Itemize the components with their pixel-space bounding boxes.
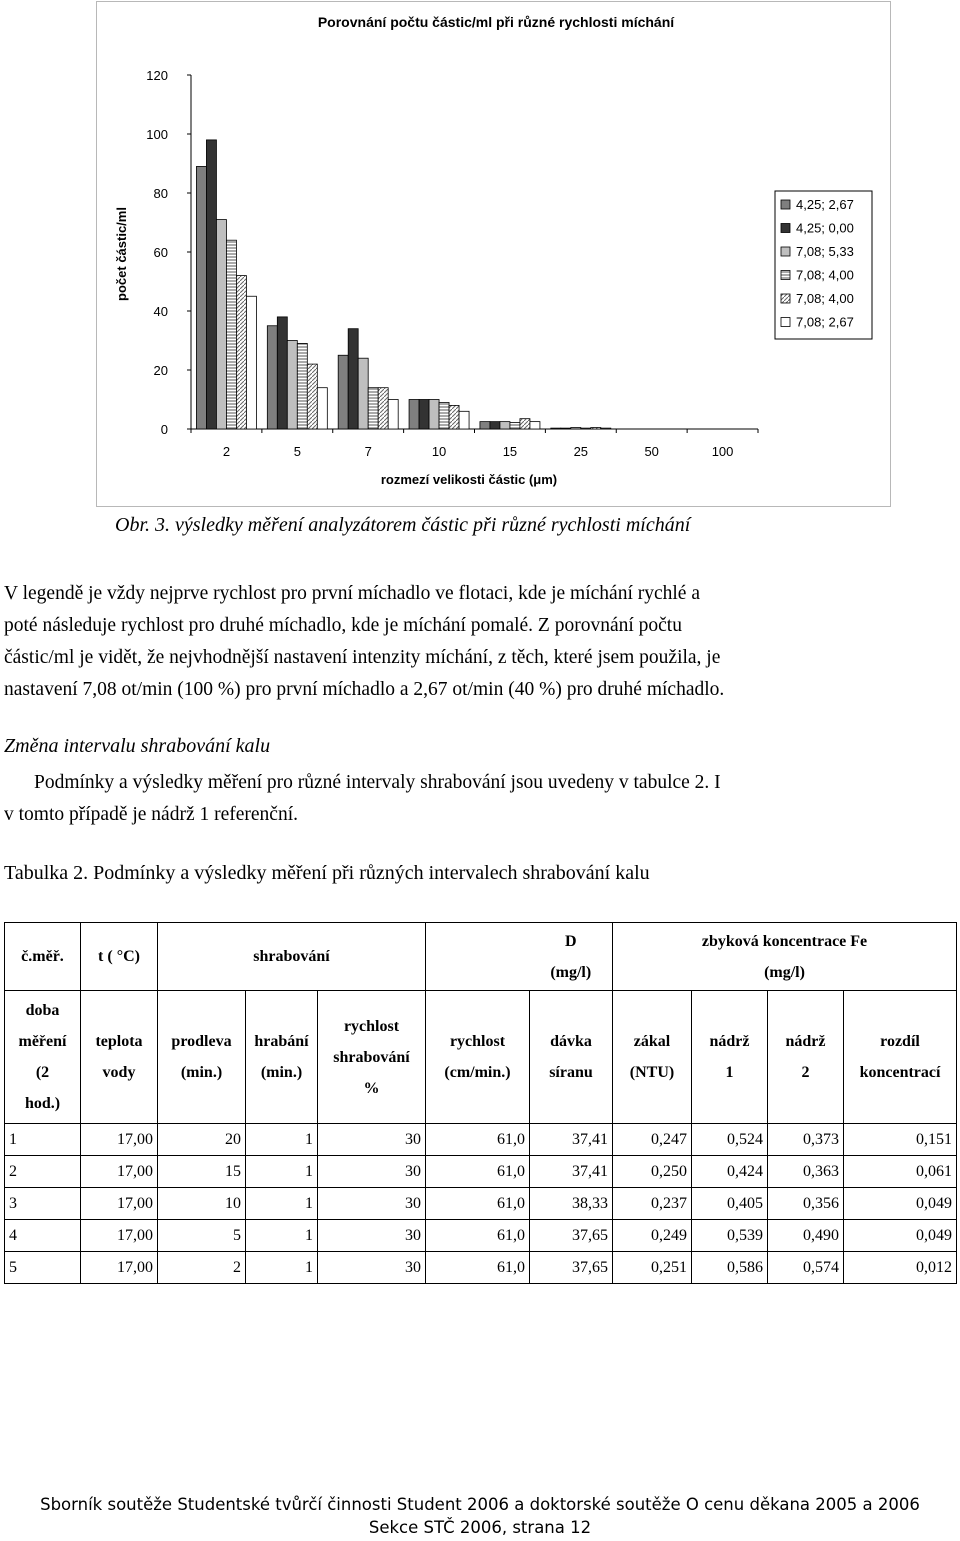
bar (439, 402, 449, 429)
y-tick-label: 20 (153, 363, 168, 378)
chart-title: Porovnání počtu částic/ml při různé rychlosti míchání (317, 14, 675, 30)
bar (551, 428, 561, 429)
table-cell: 0,574 (768, 1252, 844, 1284)
table-cell: 61,0 (426, 1124, 530, 1156)
table-cell: 0,061 (844, 1156, 957, 1188)
x-tick-label: 10 (431, 444, 447, 459)
table-cell: 30 (318, 1124, 426, 1156)
table-row (5, 1124, 957, 1156)
table-cell: 10 (158, 1188, 246, 1220)
table-cell: 3 (5, 1188, 81, 1220)
table-row (5, 1188, 957, 1220)
bar (520, 419, 530, 429)
section-heading: Změna intervalu shrabování kalu (4, 735, 271, 757)
table-cell: 37,41 (530, 1124, 613, 1156)
table-cell: 2 (158, 1252, 246, 1284)
legend-swatch (781, 224, 790, 233)
subheader-line: nádrž (785, 1033, 826, 1050)
bar (571, 428, 581, 429)
legend-label: 4,25; 0,00 (796, 220, 854, 236)
subheader-doba (5, 991, 81, 1124)
subheader-line: měření (18, 1033, 67, 1050)
bar (510, 423, 520, 429)
y-tick-label: 60 (153, 245, 168, 260)
subheader-line: doba (25, 1002, 60, 1019)
bar (277, 317, 287, 429)
bar (591, 428, 601, 429)
table-cell: 30 (318, 1156, 426, 1188)
table-cell: 0,424 (692, 1156, 768, 1188)
table-cell: 0,049 (844, 1220, 957, 1252)
table-cell: 1 (5, 1124, 81, 1156)
subheader-line: rychlost (449, 1033, 506, 1050)
table-cell: 37,65 (530, 1220, 613, 1252)
table-cell: 30 (318, 1220, 426, 1252)
legend-swatch (781, 271, 790, 280)
table-cell: 0,490 (768, 1220, 844, 1252)
header-d-line: D (564, 932, 577, 950)
y-tick-label: 120 (146, 68, 168, 83)
paragraph-line: Podmínky a výsledky měření pro různé intervaly shrabování jsou uvedeny v tabulce 2. I (34, 772, 721, 793)
bar (409, 400, 419, 430)
bar (530, 422, 540, 429)
table-cell: 17,00 (81, 1156, 158, 1188)
table-cell: 30 (318, 1188, 426, 1220)
bar (348, 329, 358, 429)
bar-chart (96, 1, 891, 507)
table-cell: 0,586 (692, 1252, 768, 1284)
subheader-line: hod.) (24, 1095, 61, 1112)
header-t: t ( °C) (81, 923, 158, 991)
x-axis-label: rozmezí velikosti částic (μm) (380, 472, 558, 487)
table-cell: 0,247 (613, 1124, 692, 1156)
table-cell: 37,41 (530, 1156, 613, 1188)
subheader-prodleva (158, 991, 246, 1124)
table-cell: 1 (246, 1188, 318, 1220)
footer-line-2: Sekce STČ 2006, strana 12 (368, 1518, 592, 1537)
table-cell: 0,405 (692, 1188, 768, 1220)
x-tick-label: 7 (364, 444, 372, 459)
paragraph-line: V legendě je vždy nejprve rychlost pro první míchadlo ve flotaci, kde je míchání rychlé a (4, 583, 700, 604)
table-cell: 17,00 (81, 1252, 158, 1284)
bar (459, 411, 469, 429)
bar (287, 341, 297, 430)
legend-swatch (781, 247, 790, 256)
table-cell: 0,012 (844, 1252, 957, 1284)
header-zbytkova-unit: (mg/l) (764, 963, 805, 981)
header-zbytkova (613, 923, 957, 991)
table-cell: 0,524 (692, 1124, 768, 1156)
subheader-line: nádrž (709, 1033, 750, 1050)
subheader-rozdil (844, 991, 957, 1124)
header-empty (426, 923, 530, 991)
x-tick-label: 100 (711, 444, 734, 459)
table-title: Tabulka 2. Podmínky a výsledky měření při různých intervalech shrabování kalu (4, 862, 650, 884)
table-cell: 37,65 (530, 1252, 613, 1284)
bar (216, 220, 226, 429)
bar (307, 364, 317, 429)
table-cell: 4 (5, 1220, 81, 1252)
bar (429, 400, 439, 430)
legend-swatch (781, 318, 790, 327)
subheader-nadrz1 (692, 991, 768, 1124)
table-row (5, 1252, 957, 1284)
x-tick-label: 25 (573, 444, 589, 459)
chart-legend (775, 191, 872, 339)
legend-label: 4,25; 2,67 (796, 197, 854, 212)
header-c-mer: č.měř. (5, 923, 81, 991)
y-tick-label: 0 (160, 422, 168, 437)
table-cell: 2 (5, 1156, 81, 1188)
table-cell: 0,363 (768, 1156, 844, 1188)
subheader-line: 2 (801, 1064, 810, 1081)
bar (500, 422, 510, 429)
subheader-line: (min.) (260, 1064, 303, 1081)
table-cell: 17,00 (81, 1188, 158, 1220)
header-d (530, 923, 613, 991)
table-cell: 1 (246, 1252, 318, 1284)
subheader-line: (NTU) (629, 1064, 675, 1081)
table-cell: 20 (158, 1124, 246, 1156)
table-cell: 0,249 (613, 1220, 692, 1252)
legend-swatch (781, 294, 790, 303)
subheader-line: vody (102, 1064, 136, 1081)
subheader-teplota (81, 991, 158, 1124)
table-row (5, 1156, 957, 1188)
table-cell: 15 (158, 1156, 246, 1188)
table-row (5, 1220, 957, 1252)
table-cell: 17,00 (81, 1220, 158, 1252)
subheader-line: % (363, 1079, 380, 1097)
header-zbytkova-line: zbyková koncentrace Fe (701, 932, 868, 950)
x-tick-label: 2 (222, 444, 231, 459)
header-shrabovani: shrabování (158, 923, 426, 991)
bar (601, 428, 611, 429)
footer-line-1: Sborník soutěže Studentské tvůrčí činnosti Student 2006 a doktorské soutěže O cenu děkana 2005 a 2006 (40, 1495, 920, 1514)
results-table (4, 922, 957, 1284)
subheader-line: síranu (549, 1064, 593, 1081)
table-cell: 61,0 (426, 1188, 530, 1220)
table-cell: 0,151 (844, 1124, 957, 1156)
bar (297, 343, 307, 429)
legend-label: 7,08; 4,00 (796, 267, 854, 283)
bar (206, 140, 216, 429)
bar (490, 422, 500, 429)
bar (378, 388, 388, 429)
table-cell: 0,251 (613, 1252, 692, 1284)
table-cell: 61,0 (426, 1252, 530, 1284)
subheader-rychlost (426, 991, 530, 1124)
legend-label: 7,08; 5,33 (796, 244, 854, 259)
bar (358, 358, 368, 429)
legend-label: 7,08; 2,67 (796, 314, 854, 330)
table-cell: 61,0 (426, 1156, 530, 1188)
table-cell: 0,539 (692, 1220, 768, 1252)
subheader-line: shrabování (333, 1048, 410, 1066)
bar (226, 240, 236, 429)
y-tick-label: 80 (153, 186, 168, 201)
bar (561, 428, 571, 429)
table-cell: 1 (246, 1220, 318, 1252)
table-cell: 0,356 (768, 1188, 844, 1220)
subheader-line: dávka (550, 1033, 592, 1050)
table-cell: 0,237 (613, 1188, 692, 1220)
bar (338, 355, 348, 429)
subheader-line: (cm/min.) (444, 1064, 511, 1081)
paragraph-line: v tomto případě je nádrž 1 referenční. (4, 804, 298, 825)
bar (236, 276, 246, 429)
bar (388, 400, 398, 430)
paragraph-legend-explanation (4, 578, 956, 706)
subheader-rychlost_shrab (318, 991, 426, 1124)
table-cell: 61,0 (426, 1220, 530, 1252)
paragraph-line: nastavení 7,08 ot/min (100 %) pro první míchadlo a 2,67 ot/min (40 %) pro druhé míchadlo. (4, 679, 725, 700)
x-tick-label: 15 (502, 444, 518, 459)
subheader-line: (2 (35, 1064, 50, 1081)
bar (480, 422, 490, 429)
x-tick-label: 5 (293, 444, 301, 459)
table-cell: 5 (158, 1220, 246, 1252)
bar (317, 388, 327, 429)
header-d-unit: (mg/l) (550, 963, 592, 981)
bar (581, 428, 591, 429)
subheader-nadrz2 (768, 991, 844, 1124)
subheader-hrabani (246, 991, 318, 1124)
bar (368, 388, 378, 429)
paragraph-conditions (4, 767, 956, 831)
table-cell: 30 (318, 1252, 426, 1284)
subheader-line: (min.) (180, 1064, 223, 1081)
paragraph-line: částic/ml je vidět, že nejvhodnější nastavení intenzity míchání, z těch, které jsem použila, je (4, 647, 721, 668)
table-cell: 0,049 (844, 1188, 957, 1220)
y-axis-label: počet částic/ml (114, 207, 129, 301)
subheader-line: 1 (725, 1064, 734, 1081)
subheader-line: koncentrací (859, 1064, 941, 1081)
table-cell: 38,33 (530, 1188, 613, 1220)
page-footer (0, 1493, 960, 1539)
figure-caption: Obr. 3. výsledky měření analyzátorem částic při různé rychlosti míchání (115, 514, 691, 536)
bar (196, 166, 206, 429)
table-cell: 17,00 (81, 1124, 158, 1156)
table-cell: 1 (246, 1156, 318, 1188)
bar (419, 400, 429, 430)
paragraph-line: poté následuje rychlost pro druhé míchadlo, kde je míchání pomalé. Z porovnání počtu (4, 615, 682, 636)
subheader-line: teplota (95, 1033, 143, 1050)
table-cell: 0,373 (768, 1124, 844, 1156)
subheader-line: zákal (633, 1033, 671, 1050)
y-tick-label: 100 (146, 127, 168, 142)
table-cell: 5 (5, 1252, 81, 1284)
table-cell: 1 (246, 1124, 318, 1156)
subheader-line: prodleva (171, 1033, 232, 1050)
legend-label: 7,08; 4,00 (796, 291, 854, 306)
x-tick-label: 50 (644, 444, 659, 459)
bar (449, 405, 459, 429)
subheader-davka (530, 991, 613, 1124)
subheader-zakal (613, 991, 692, 1124)
bar (246, 296, 256, 429)
legend-swatch (781, 200, 790, 209)
subheader-line: rychlost (343, 1017, 400, 1035)
subheader-row (5, 991, 957, 1124)
table-cell: 0,250 (613, 1156, 692, 1188)
y-tick-label: 40 (153, 304, 168, 319)
subheader-line: hrabání (254, 1033, 309, 1050)
subheader-line: rozdíl (880, 1033, 920, 1050)
bar (267, 326, 277, 429)
